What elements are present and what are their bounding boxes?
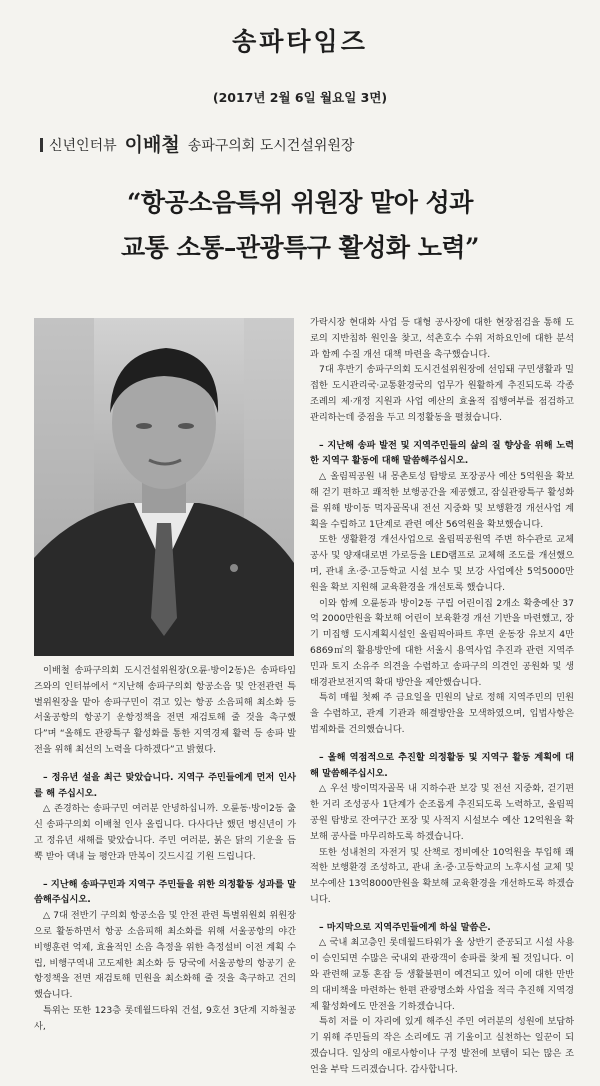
interview-question: – 지난해 송파 발전 및 지역주민들의 삶의 질 향상을 위해 노력한 지역구 활동에 대해 말씀해주십시오. <box>310 439 574 467</box>
interview-answer: △ 7대 전반기 구의회 항공소음 및 안전 관련 특별위원회 위원장으로 활동하면서 항공 소음피해 최소화를 위해 서울공항의 야간 비행훈련 억제, 효율적인 소음 측정을 위한 측정설비 이전 계획 수립, 비행구역내 고도제한 최소화 등 당국에 서울공항의 항공기 운항정책을 전면 재검토해 민원을 최소화해 줄 것을 촉구하고 건의했습니다. <box>34 910 296 1001</box>
interview-answer: △ 존경하는 송파구민 여러분 안녕하십니까. 오륜동·방이2동 출신 송파구의회 이배철 인사 올립니다. 다사다난 했던 병신년이 가고 정유년 새해를 맞았습니다. 주민 여러분, 붉은 닭의 기운을 듬뿍 받아 댁내 늘 평안과 만복이 깃드시길 기원 드립니다. <box>34 803 296 862</box>
intro-paragraph: 이배철 송파구의회 도시건설위원장(오륜·방이2동)은 송파타임즈와의 인터뷰에서 “지난해 송파구의회 항공소음 및 안전관련 특별위원장을 맡아 송파구민이 겪고 있는 항공 소음피해 최소화 등 서울공항의 항공기 운항정책을 전면 재검토해 줄 것을 촉구했다”며 “올해도 관광특구 활성화를 통한 지역경제 활력 등 송파 발전을 위해 최선의 노력을 다하겠다”고 밝혔다. <box>34 665 296 755</box>
interview-question: – 지난해 송파구민과 지역구 주민들을 위한 의정활동 성과를 말씀해주십시오. <box>34 878 296 906</box>
interview-question: – 올해 역점적으로 추진할 의정활동 및 지역구 활동 계획에 대해 말씀해주십시오. <box>310 751 574 779</box>
body-paragraph: 특히 매월 첫째 주 금요일을 민원의 날로 정해 지역주민의 민원을 수렴하고, 관계 기관과 해결방안을 모색하였으며, 입법사항은 법제화를 건의했습니다. <box>310 692 574 735</box>
body-paragraph: 특히 저를 이 자리에 있게 해주신 주민 여러분의 성원에 보답하기 위해 주민들의 작은 소리에도 귀 기울이고 실천하는 일꾼이 되겠습니다. 일상의 애로사항이나 구정 발전에 보탬이 되는 많은 조언을 부탁 드리겠습니다. 감사합니다. <box>310 1016 574 1075</box>
body-paragraph: 가락시장 현대화 사업 등 대형 공사장에 대한 현장점검을 통해 도로의 지반침하 원인을 찾고, 석촌호수 수위 저하요인에 대한 분석과 함께 수질 개선 대책 마련을 촉구했습니다. <box>310 317 574 360</box>
interview-question: – 정유년 설을 최근 맞았습니다. 지역구 주민들에게 먼저 인사를 해 주십시오. <box>34 771 296 799</box>
interview-answer: △ 국내 최고층인 롯데월드타워가 올 상반기 준공되고 시설 사용이 승인되면 수많은 국내외 관광객이 송파를 찾게 될 것입니다. 이와 관련해 교통 혼잡 등 생활불편이 예견되고 있어 이에 대한 만반의 대비책을 마련하는 한편 관광명소화 사업을 적극 추진해 지역경제 활성화에도 만전을 기하겠습니다. <box>310 937 574 1012</box>
interview-answer: △ 우선 방이먹자골목 내 지하수관 보강 및 전선 지중화, 걷기편한 거리 조성공사 1단계가 순조롭게 추진되도록 노력하고, 올림픽공원 탐방로 잔여구간 포장 및 사적지 시설보수 예산 12억원을 확보해 공사를 마무리하도록 하겠습니다. <box>310 783 574 842</box>
article-column-left <box>34 663 296 1035</box>
section-label: 신년인터뷰 <box>49 138 117 154</box>
interviewee-title: 송파구의회 도시건설위원장 <box>187 138 355 154</box>
body-paragraph: 특위는 또한 123층 롯데월드타워 건설, 9호선 3단계 지하철공사, <box>34 1004 296 1032</box>
headline-line-2: 교통 소통–관광특구 활성화 노력” <box>121 233 479 262</box>
article-column-right <box>310 315 574 1078</box>
headline-line-1: “항공소음특위 위원장 맡아 성과 <box>127 188 473 217</box>
newspaper-masthead: 송파타임즈 <box>232 27 368 56</box>
body-paragraph: 이와 함께 오륜동과 방이2동 구립 어린이집 2개소 확충예산 37억 2000만원을 확보해 어린이 보육환경 개선 기반을 마련했고, 장기 미집행 도시계획시설인 올림픽아파트 후면 운동장 유보지 4만6869㎡의 활용방안에 대한 서울시 용역사업 추진과 관련 지역주민과 토지 소유주 의견을 수렴하고 송파구의 의견인 공원화 및 생태경관보전지역 확대 방안을 제안했습니다. <box>310 597 574 688</box>
article-kicker <box>40 130 354 157</box>
interview-question: – 마지막으로 지역주민들에게 하실 말씀은. <box>319 921 491 933</box>
publication-date: (2017년 2월 6일 월요일 3면) <box>212 90 388 105</box>
kicker-bar-icon <box>40 138 43 152</box>
body-paragraph: 7대 후반기 송파구의회 도시건설위원장에 선임돼 구민생활과 밀접한 도시관리국·교통환경국의 업무가 원활하게 추진되도록 각종 조례의 제·개정 지원과 사업 예산의 효율적 집행여부를 점검하고 관리하는데 중점을 두고 의정활동을 펼쳤습니다. <box>310 364 574 423</box>
portrait-photo <box>34 318 294 656</box>
body-paragraph: 또한 성내천의 자전거 및 산책로 정비예산 10억원을 투입해 쾌적한 보행환경 조성하고, 관내 초·중·고등학교의 노후시설 교체 및 보수예산 13억8000만원을 확보해 교육환경을 개선하도록 하겠습니다. <box>310 846 574 905</box>
interview-answer: △ 올림픽공원 내 몽촌토성 탐방로 포장공사 예산 5억원을 확보해 걷기 편하고 쾌적한 보행공간을 제공했고, 잠실관광특구 활성화를 위해 방이동 먹자골목내 전선 지중화 및 보행환경 개선사업 계획을 수립하고 1단계로 관련 예산 56억원을 확보했습니다. <box>310 471 574 530</box>
interviewee-name: 이배철 <box>124 134 180 156</box>
body-paragraph: 또한 생활환경 개선사업으로 올림픽공원역 주변 하수관로 교체공사 및 양재대로변 가로등을 LED램프로 교체해 조도를 개선했으며, 관내 초·중·고등학교 시설 보수 및 보강 사업예산 5억5000만원을 확보 지원해 교육환경을 개선토록 했습니다. <box>310 534 574 593</box>
